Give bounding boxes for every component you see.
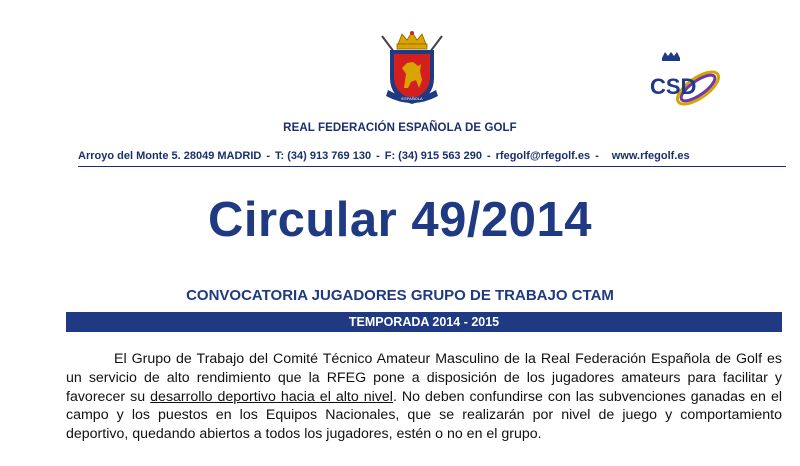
csd-logo-icon [640,52,726,112]
subtitle: CONVOCATORIA JUGADORES GRUPO DE TRABAJO CTAM [186,287,614,304]
svg-text:CSD: CSD [650,74,697,99]
body-text-part2: . No deben confundirse con las subvenciones ganadas en el campo y los puestos en los Equipos Nacionales, que se realizarán por nivel de juego y comportamiento deportivo, quedando abiertos a todos los jugadores, estén o no en el grupo. [66,388,782,443]
fax: F: (34) 915 563 290 [384,150,482,162]
separator: - [486,150,491,162]
rfeg-crest-icon [376,30,448,108]
email-link[interactable]: rfegolf@rfegolf.es [495,150,591,162]
contact-divider [78,166,786,167]
website-link[interactable]: www.rfegolf.es [611,150,690,162]
page-title: Circular 49/2014 [208,193,592,247]
body-paragraph [66,350,782,444]
separator: - [266,150,271,162]
contact-line [78,150,790,162]
phone: T: (34) 913 769 130 [275,150,372,162]
svg-text:ESPAÑOLA: ESPAÑOLA [401,96,423,101]
season-banner: TEMPORADA 2014 - 2015 [66,312,782,332]
separator: - [376,150,380,162]
organization-name: REAL FEDERACIÓN ESPAÑOLA DE GOLF [283,122,517,134]
address: Arroyo del Monte 5. 28049 MADRID [78,150,262,162]
separator: - [595,150,599,162]
body-text-underlined: desarrollo deportivo hacia el alto nivel [150,388,393,405]
body-text-part1: El Grupo de Trabajo del Comité Técnico Amateur Masculino de la Real Federación Española de Golf es un servicio de alto rendimiento que la RFEG pone a disposición de los jugadores amateurs para facilitar y favorecer su [66,351,782,405]
